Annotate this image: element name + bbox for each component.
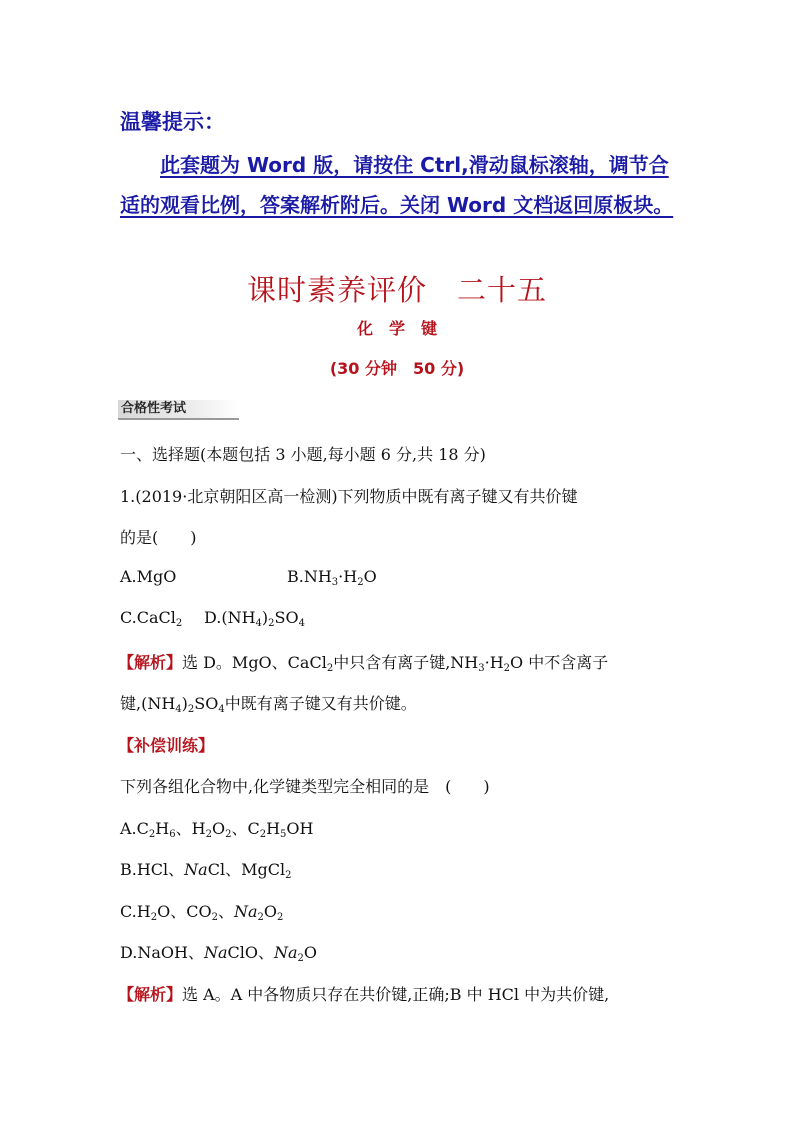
page-title: 课时素养评价 二十五 — [246, 273, 547, 307]
analysis-tag: 【解析】 — [118, 653, 183, 672]
supplement-option-a: $A.C_2H_6$、$H_2O_2$、$C_2H_5OH$ — [120, 819, 314, 840]
page-subtitle: 化 学 键 — [356, 319, 437, 338]
q1-analysis-line2: 键$,(NH_4)_2SO_4$中既有离子键又有共价键。 — [120, 694, 417, 715]
q1-stem-line1: 1.(2019·北京朝阳区高一检测)下列物质中既有离子键又有共价键 — [120, 487, 578, 506]
q1-option-d: $D.(NH_4)_2SO_4$ — [204, 608, 305, 629]
notice-body — [120, 145, 680, 225]
q1-stem-line2: 的是( ) — [120, 528, 197, 547]
q1-option-a: A.MgO — [120, 567, 177, 586]
q1-option-c: C.CaCl$_2$ — [120, 608, 183, 629]
section-tag: 合格性考试 — [118, 400, 239, 420]
analysis-tag: 【解析】 — [118, 985, 183, 1004]
notice-title: 温馨提示： — [120, 110, 225, 134]
notice-text: 此套题为 Word 版，请按住 Ctrl,滑动鼠标滚轴，调节合适的观看比例，答案解析附后。关闭 Word 文档返回原板块。 — [120, 153, 674, 217]
supplement-stem: 下列各组化合物中,化学键类型完全相同的是 ( ) — [120, 777, 490, 796]
q1-option-b: $B.NH_3\cdot H_2O$ — [287, 567, 377, 588]
part-heading: 一、选择题(本题包括 3 小题,每小题 6 分,共 18 分) — [120, 445, 486, 464]
supplement-tag: 【补偿训练】 — [118, 736, 215, 755]
supplement-option-c: $C.H_2O$、$CO_2$、$Na_2O_2$ — [120, 902, 284, 923]
supplement-option-b: B.HCl、NaCl、MgCl$_2$ — [120, 860, 292, 881]
q1-analysis-line1: 【解析】选 D。MgO、CaCl$_2$中只含有离子键$,NH_3\cdot H_2O$ 中不含离子 — [118, 653, 609, 674]
supplement-analysis: 【解析】选 A。A 中各物质只存在共价键,正确;B 中 HCl 中为共价键, — [118, 985, 610, 1004]
supplement-option-d: D.NaOH、NaClO、$Na_2O$ — [120, 943, 318, 964]
time-score: (30 分钟 50 分) — [329, 359, 465, 378]
